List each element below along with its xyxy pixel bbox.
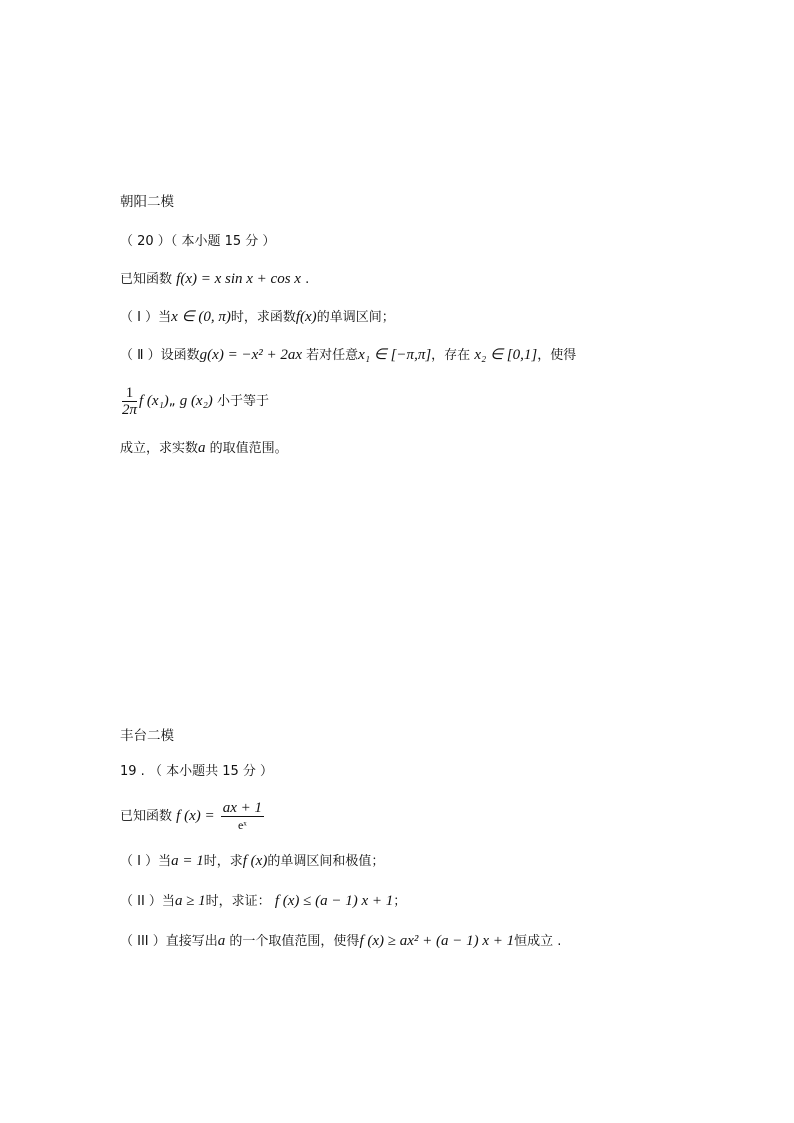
section2-fraction-denominator: eˣ [237,818,247,832]
s2-part3-inequality: f (x) ≥ ax² + (a − 1) x + 1 [359,933,515,949]
section1-part1 [120,307,395,328]
inequality-text: 小于等于 [216,394,269,409]
part2-x2-domain: x₂ ∈ [0,1] [474,347,538,363]
intro-end: . [305,272,310,287]
section2-function-fraction [221,800,264,833]
section1-intro-line [120,269,309,290]
s2-part1-function: f (x) [242,853,268,869]
s2-part3-variable: a [217,933,226,949]
s2-part2-suffix: ； [393,894,407,909]
section1-problem-header: （ 20 ）（ 本小题 15 分 ） [120,234,276,249]
s2-part2-prefix: （ II ）当 [120,894,175,909]
part2-prefix: （ Ⅱ ）设函数 [120,348,200,363]
intro-text: 已知函数 [120,272,173,287]
fraction-numerator: 1 [122,385,137,402]
part1-mid: 时，求函数 [230,310,296,325]
s2-part1-prefix: （ I ）当 [120,854,172,869]
section2-part3 [120,931,561,952]
fraction [122,385,137,418]
s2-part1-mid: 时，求 [203,854,243,869]
part2-mid2: ，存在 [431,348,471,363]
section1-part2 [120,345,576,366]
part2-x1-domain: x₁ ∈ [−π,π] [358,347,432,363]
section1-title: 朝阳二模 [120,194,174,210]
s2-part2-mid: 时，求证： [205,894,271,909]
section2-problem-header: 19 . （ 本小题共 15 分 ） [120,764,274,779]
section2-intro-line [120,796,266,837]
s2-part1-condition: a = 1 [171,853,204,869]
part1-prefix: （ I ）当 [120,310,172,325]
conclusion-prefix: 成立，求实数 [120,441,199,456]
inequality-f: f (x₁) [139,393,169,409]
s2-part3-mid: 的一个取值范围，使得 [229,934,360,949]
section2-intro-text: 已知函数 [120,809,173,824]
fraction-denominator: 2π [122,402,138,418]
part1-condition: x ∈ (0, π) [171,309,231,325]
s2-part2-inequality: f (x) ≤ (a − 1) x + 1 [274,893,394,909]
section2-title: 丰台二模 [120,728,174,744]
part1-suffix: 的单调区间； [316,310,395,325]
section1-conclusion [120,438,288,459]
s2-part2-condition: a ≥ 1 [174,893,206,909]
section2-fraction-numerator: ax + 1 [222,800,263,816]
conclusion-variable: a [198,440,206,456]
part2-suffix: ，使得 [537,348,577,363]
function-expression: f(x) = x sin x + cos x [176,271,301,287]
inequality-g: g (x₂) [179,393,213,409]
section2-part1 [120,851,384,872]
section1-inequality-line [120,382,269,421]
s2-part1-suffix: 的单调区间和极值； [267,854,385,869]
s2-part3-suffix: 恒成立 . [514,934,562,949]
part2-mid1: 若对任意 [306,348,359,363]
inequality-relation: „ [168,394,176,409]
part2-g-function: g(x) = −x² + 2ax [199,347,302,363]
s2-part3-prefix: （ III ）直接写出 [120,934,218,949]
part1-function: f(x) [295,309,317,325]
section2-function-lhs: f (x) = [176,808,215,824]
section2-part2 [120,891,406,912]
conclusion-suffix: 的取值范围。 [209,441,288,456]
